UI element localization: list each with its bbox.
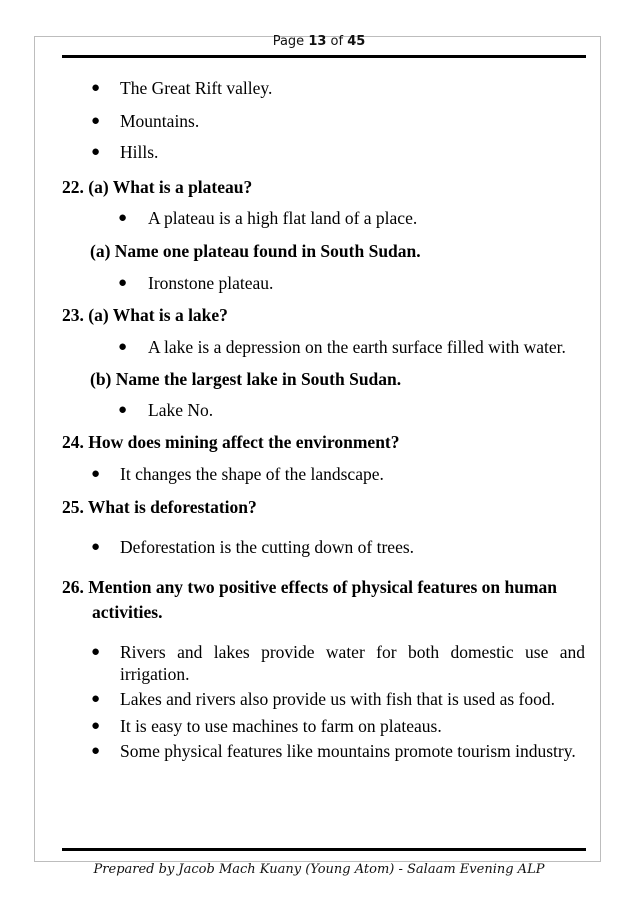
- bullet-icon: ●: [118, 402, 128, 418]
- bullet-icon: ●: [118, 210, 128, 226]
- answer-26-1: Rivers and lakes provide water for both domestic use and irrigation.: [120, 642, 585, 684]
- page-current: 13: [308, 34, 327, 49]
- answer-25: Deforestation is the cutting down of trees.: [120, 537, 415, 557]
- bullet-icon: ●: [91, 466, 101, 482]
- bullet-icon: ●: [91, 113, 101, 129]
- answer-26-4: Some physical features like mountains promote tourism industry.: [120, 741, 576, 761]
- question-25: 25. What is deforestation?: [62, 497, 257, 517]
- answer-24: It changes the shape of the landscape.: [120, 464, 384, 484]
- page-label: Page: [272, 34, 305, 49]
- bullet-icon: ●: [91, 718, 101, 734]
- answer-23b: Lake No.: [148, 400, 214, 420]
- bullet-icon: ●: [91, 691, 101, 707]
- answer-26-2: Lakes and rivers also provide us with fish that is used as food.: [120, 689, 555, 709]
- question-22-sub: (a) Name one plateau found in South Sudan.: [90, 241, 421, 261]
- footer-credit: Prepared by Jacob Mach Kuany (Young Atom) - Salaam Evening ALP: [93, 862, 545, 877]
- question-26: 26. Mention any two positive effects of physical features on human: [62, 577, 558, 597]
- question-23-sub: (b) Name the largest lake in South Sudan.: [90, 369, 402, 389]
- answer-22a: A plateau is a high flat land of a place.: [148, 208, 418, 228]
- list-item: Mountains.: [120, 111, 200, 131]
- question-24: 24. How does mining affect the environment?: [62, 432, 400, 452]
- answer-22b: Ironstone plateau.: [148, 273, 274, 293]
- question-22: 22. (a) What is a plateau?: [62, 177, 253, 197]
- footer-rule: [62, 848, 586, 851]
- page-of: of: [330, 34, 344, 49]
- bullet-icon: ●: [118, 275, 128, 291]
- page-total: 45: [347, 34, 366, 49]
- bullet-icon: ●: [91, 144, 101, 160]
- answer-26-3: It is easy to use machines to farm on plateaus.: [120, 716, 442, 736]
- bullet-icon: ●: [91, 80, 101, 96]
- page-number-header: [0, 34, 638, 49]
- list-item: Hills.: [120, 142, 159, 162]
- list-item: The Great Rift valley.: [120, 78, 273, 98]
- question-23: 23. (a) What is a lake?: [62, 305, 228, 325]
- answer-23a: A lake is a depression on the earth surface filled with water.: [148, 337, 566, 357]
- bullet-icon: ●: [91, 743, 101, 759]
- bullet-icon: ●: [91, 539, 101, 555]
- question-26-cont: activities.: [92, 602, 163, 622]
- header-rule: [62, 55, 586, 58]
- bullet-icon: ●: [91, 644, 101, 660]
- bullet-icon: ●: [118, 339, 128, 355]
